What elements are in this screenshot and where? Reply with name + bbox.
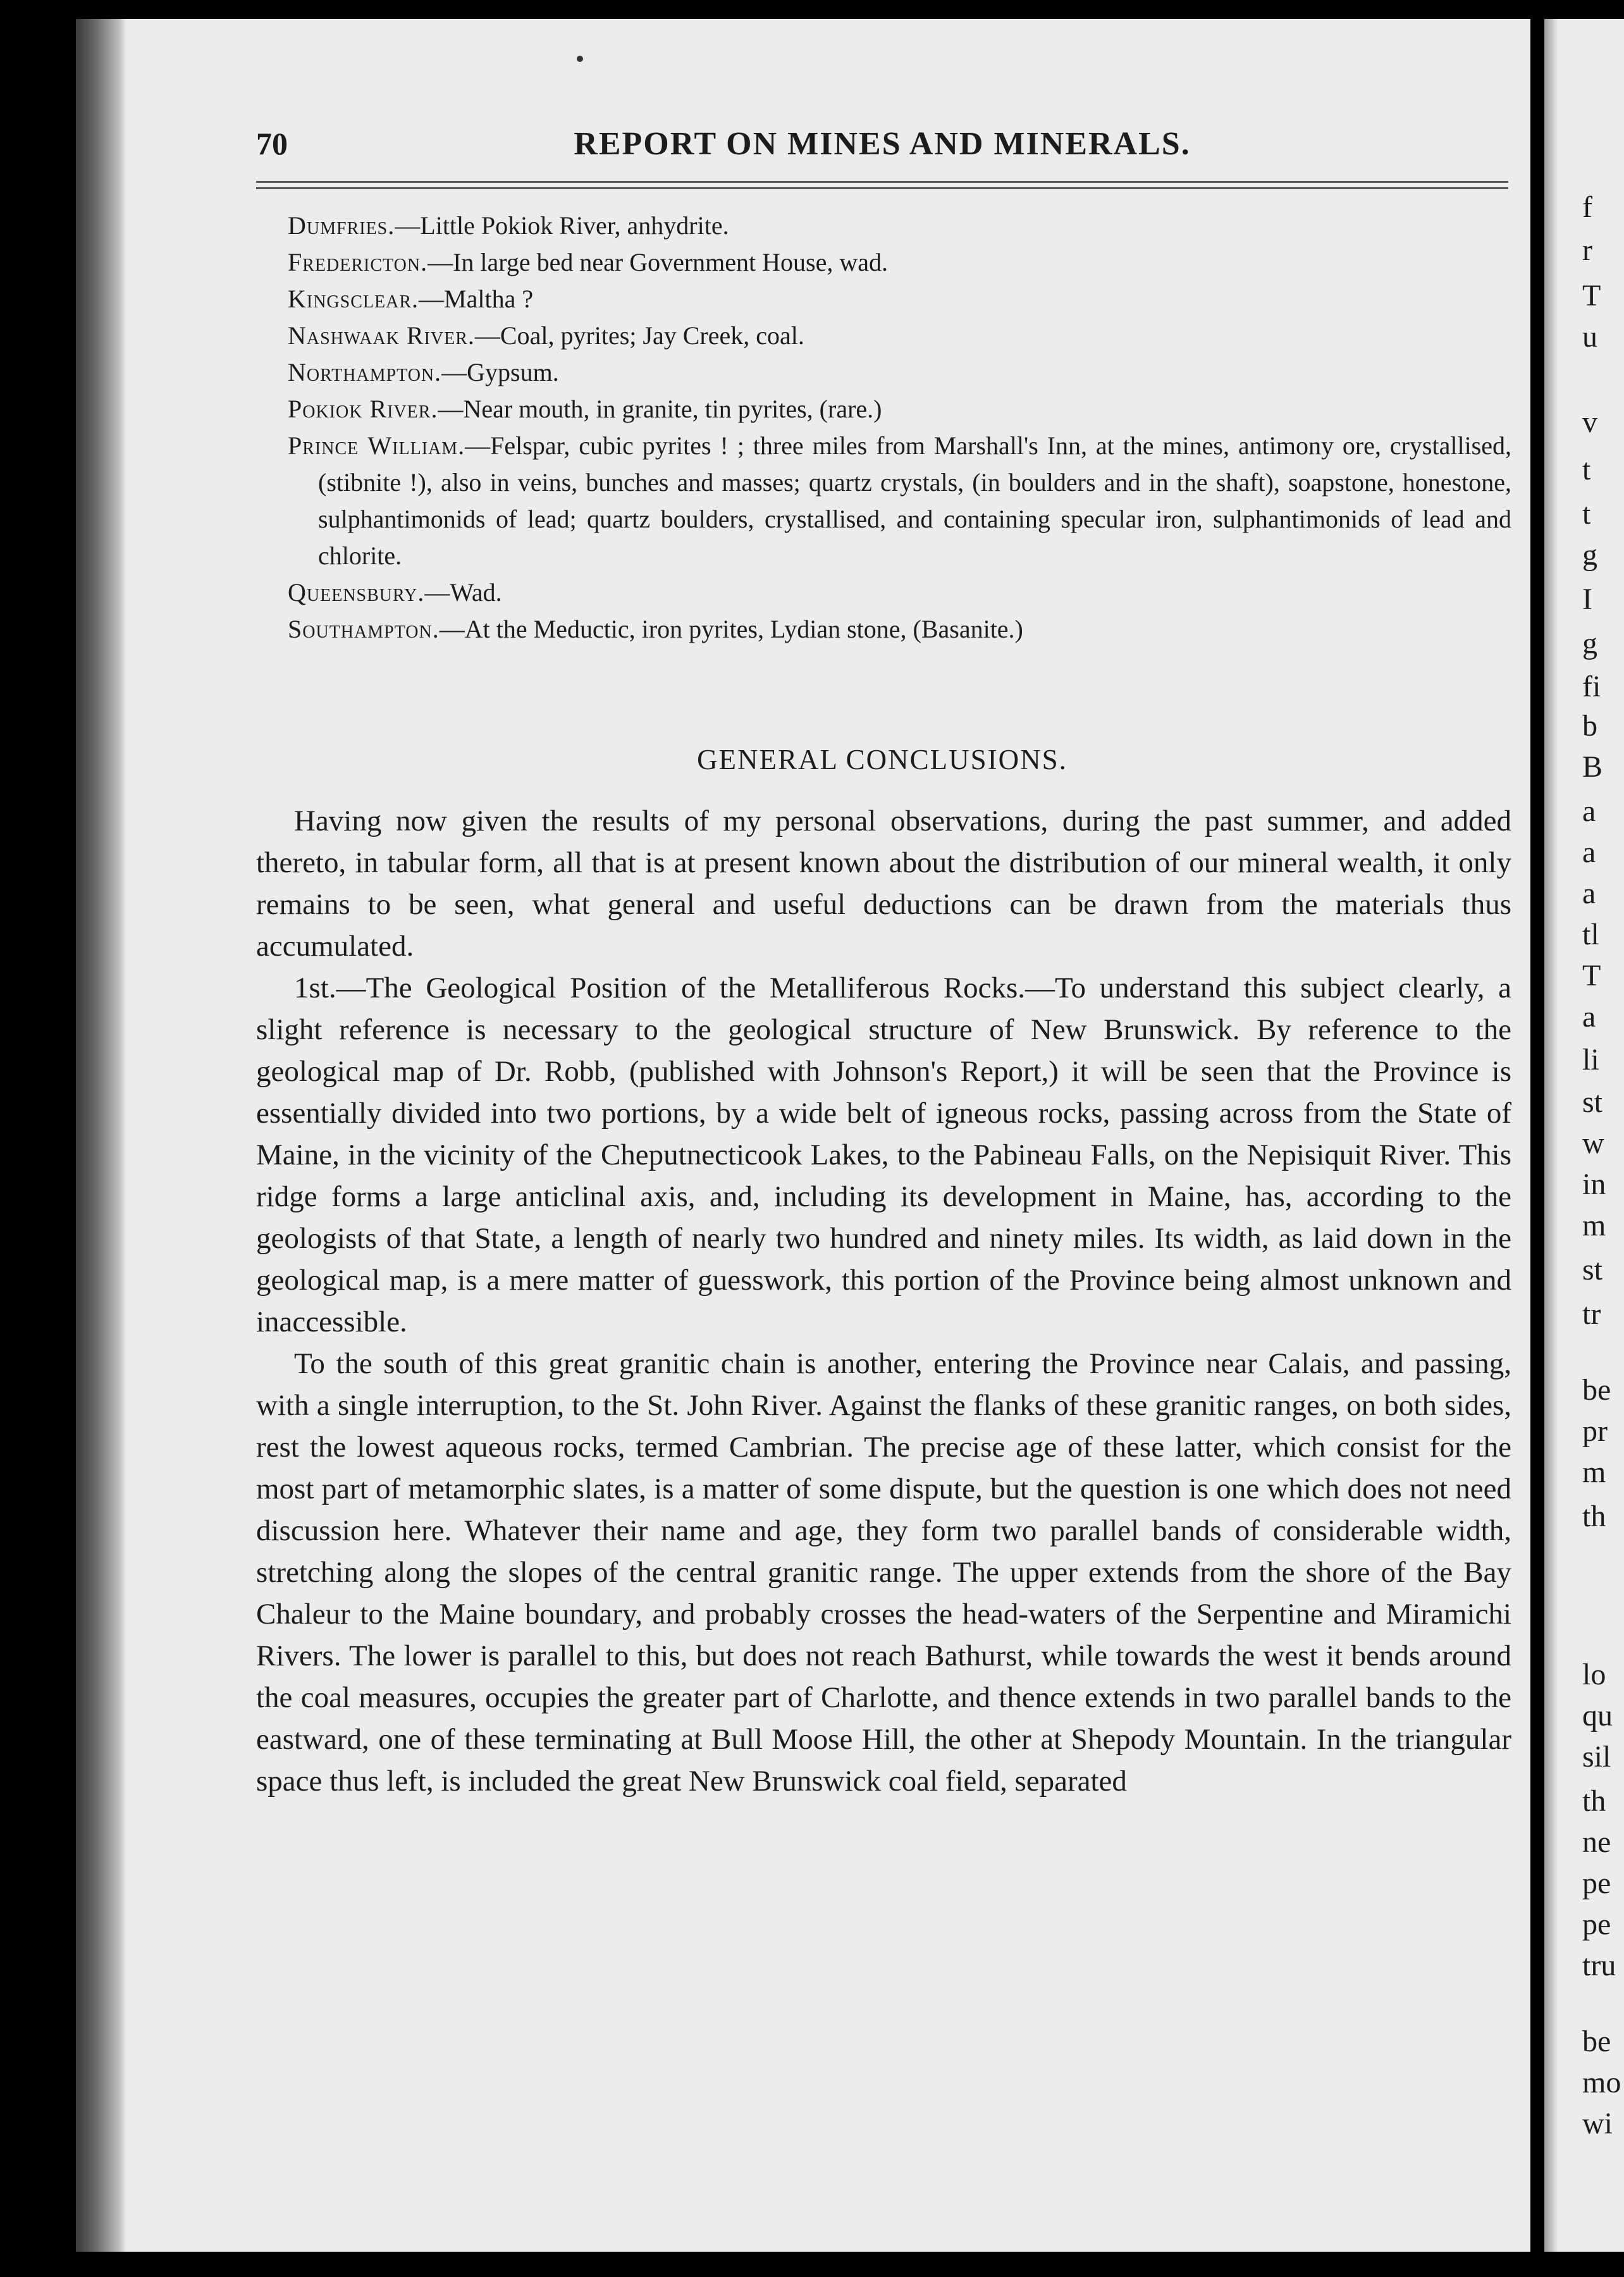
adjacent-page-fragment: th (1582, 1500, 1606, 1533)
paragraph: Having now given the results of my personal observations, during the past summer, and added thereto, in tabular form, all that is at present known about the distribution of our mineral wealth, it only remains to be seen, what general and useful deductions can be drawn from the materials thus accumulated. (256, 805, 1511, 963)
adjacent-page-fragment: st (1582, 1085, 1603, 1119)
gazetteer-entry (288, 574, 1511, 611)
entry-text: —Gypsum. (441, 358, 559, 386)
running-header (256, 125, 1508, 170)
header-rule-bottom (256, 187, 1508, 189)
gazetteer-entry (288, 391, 1511, 428)
gazetteer-entry (288, 207, 1511, 244)
adjacent-page-gutter (1544, 19, 1558, 2252)
entry-text: —In large bed near Government House, wad. (428, 248, 888, 276)
paragraph: 1st.—The Geological Position of the Metalliferous Rocks.—To understand this subject clearly, a slight reference is necessary to the geological structure of New Brunswick. By reference to the geological map of Dr. Robb, (published with Johnson's Report,) it will be seen that the Province is essentially divided into two portions, by a wide belt of igneous rocks, passing across from the State of Maine, in the vicinity of the Cheputnecticook Lakes, to the Pabineau Falls, on the Nepisiquit River. This ridge forms a large anticlinal axis, and, including its development in Maine, has, according to the geologists of that State, a length of nearly two hundred and ninety miles. Its width, as laid down in the geological map, is a mere matter of guesswork, this portion of the Province being almost unknown and inaccessible. (256, 972, 1511, 1338)
place-name: Kingsclear. (288, 285, 419, 313)
adjacent-page-fragment: g (1582, 627, 1597, 660)
gazetteer-entry (288, 428, 1511, 574)
adjacent-page-fragment: m (1582, 1455, 1606, 1489)
gazetteer-entry (288, 318, 1511, 354)
page-speck (577, 56, 583, 62)
place-name: Dumfries. (288, 211, 395, 240)
adjacent-page-fragment: r (1582, 233, 1592, 267)
paragraph: To the south of this great granitic chain is another, entering the Province near Calais, and passing, with a single interruption, to the St. John River. Against the flanks of these granitic ranges, on both sides, rest the lowest aqueous rocks, termed Cambrian. The precise age of these latter, which consist for the most part of metamorphic slates, is a matter of some dispute, but the question is one which does not need discussion here. Whatever their name and age, they form two parallel bands of considerable width, stretching along the slopes of the central granitic range. The upper extends from the shore of the Bay Chaleur to the Maine boundary, and probably crosses the head-waters of the Serpentine and Miramichi Rivers. The lower is parallel to this, but does not reach Bathurst, while towards the west it bends around the coal measures, occupies the greater part of Charlotte, and thence extends in two parallel bands to the eastward, one of these terminating at Bull Moose Hill, the other at Shepody Mountain. In the triangular space thus left, is included the great New Brunswick coal field, separated (256, 1347, 1511, 1798)
adjacent-page-edge (1544, 19, 1624, 2252)
entry-text: —Little Pokiok River, anhydrite. (395, 211, 729, 240)
book-page (76, 19, 1530, 2252)
adjacent-page-fragment: b (1582, 709, 1597, 743)
gazetteer-entry (288, 611, 1511, 648)
adjacent-page-fragment: T (1582, 959, 1601, 992)
page-binding-shadow (76, 19, 126, 2252)
body-text (256, 800, 1511, 1802)
entry-text: —Maltha ? (419, 285, 534, 313)
adjacent-page-fragment: th (1582, 1784, 1606, 1818)
adjacent-page-fragment: fi (1582, 670, 1601, 703)
page-number: 70 (256, 126, 288, 161)
gazetteer-entry (288, 354, 1511, 391)
header-rule-top (256, 181, 1508, 183)
adjacent-page-fragment: t (1582, 453, 1591, 486)
adjacent-page-fragment: I (1582, 583, 1592, 616)
adjacent-page-fragment: qu (1582, 1699, 1613, 1732)
adjacent-page-fragment: a (1582, 836, 1596, 869)
adjacent-page-fragment: lo (1582, 1658, 1606, 1691)
adjacent-page-fragment: a (1582, 1000, 1596, 1034)
section-heading: GENERAL CONCLUSIONS. (697, 744, 1067, 775)
entry-text: —Near mouth, in granite, tin pyrites, (rare.) (438, 395, 882, 423)
place-name: Pokiok River. (288, 395, 438, 423)
adjacent-page-fragment: m (1582, 1209, 1606, 1242)
place-name: Fredericton. (288, 248, 428, 276)
place-name: Nashwaak River. (288, 321, 475, 350)
running-title: REPORT ON MINES AND MINERALS. (574, 126, 1191, 162)
entry-text: —Felspar, cubic pyrites ! ; three miles from Marshall's Inn, at the mines, antimony ore, crystallised, (stibnite !), also in veins, bunches and masses; quartz crystals, (in boulders and in the shaft), soapstone, honestone, sulphantimonids of lead; quartz boulders, crystallised, and containing specular iron, sulphantimonids of lead and chlorite. (318, 431, 1512, 570)
entry-text: —Wad. (424, 578, 502, 607)
adjacent-page-fragment: ne (1582, 1825, 1611, 1859)
adjacent-page-fragment: g (1582, 538, 1597, 572)
adjacent-page-fragment: w (1582, 1126, 1604, 1160)
gazetteer-entry (288, 281, 1511, 318)
adjacent-page-fragment: a (1582, 794, 1596, 828)
entry-text: —At the Meductic, iron pyrites, Lydian stone, (Basanite.) (439, 615, 1023, 643)
adjacent-page-fragment: sil (1582, 1740, 1611, 1774)
adjacent-page-fragment: wi (1582, 2107, 1613, 2140)
adjacent-page-fragment: be (1582, 2025, 1611, 2058)
adjacent-page-fragment: tru (1582, 1949, 1616, 1982)
adjacent-page-fragment: li (1582, 1043, 1599, 1077)
adjacent-page-fragment: f (1582, 190, 1592, 224)
place-name: Queensbury. (288, 578, 425, 607)
adjacent-page-fragment: T (1582, 279, 1601, 312)
adjacent-page-fragment: tl (1582, 918, 1599, 951)
adjacent-page-fragment: pe (1582, 1908, 1611, 1941)
place-name: Southampton. (288, 615, 440, 643)
adjacent-page-fragment: mo (1582, 2066, 1621, 2099)
gazetteer-entry (288, 244, 1511, 281)
place-name: Northampton. (288, 358, 442, 386)
adjacent-page-fragment: pe (1582, 1867, 1611, 1900)
adjacent-page-fragment: pr (1582, 1414, 1608, 1448)
adjacent-page-fragment: t (1582, 497, 1591, 531)
mineral-gazetteer (288, 207, 1511, 648)
entry-text: —Coal, pyrites; Jay Creek, coal. (474, 321, 804, 350)
adjacent-page-fragment: be (1582, 1373, 1611, 1407)
adjacent-page-fragment: st (1582, 1253, 1603, 1287)
adjacent-page-fragment: u (1582, 320, 1597, 354)
adjacent-page-fragment: a (1582, 877, 1596, 910)
adjacent-page-fragment: v (1582, 405, 1597, 439)
place-name: Prince William. (288, 431, 465, 460)
adjacent-page-fragment: in (1582, 1168, 1606, 1201)
adjacent-page-fragment: tr (1582, 1297, 1601, 1331)
adjacent-page-fragment: B (1582, 750, 1603, 784)
